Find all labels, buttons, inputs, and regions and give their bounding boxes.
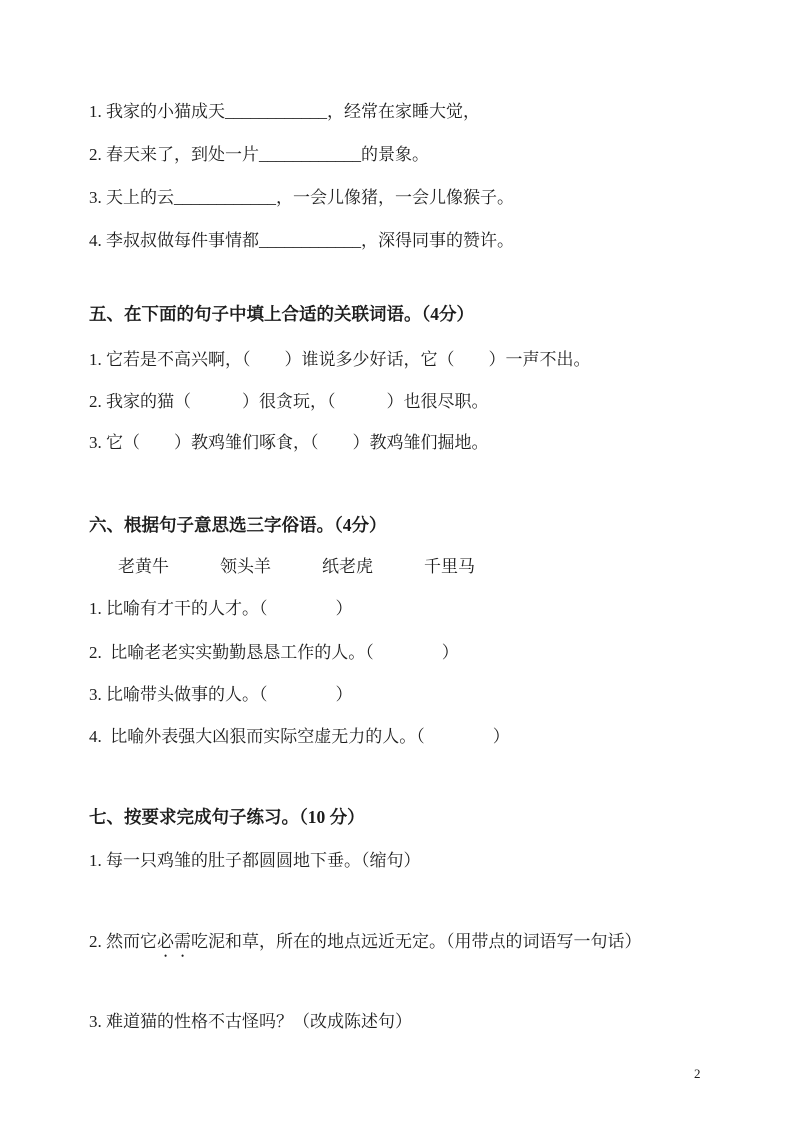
fill-blank-item-2: 2. 春天来了，到处一片____________的景象。 <box>89 145 429 164</box>
sentence-prefix: 2. 然而它 <box>89 932 157 951</box>
section-seven-item-3: 3. 难道猫的性格不古怪吗？（改成陈述句） <box>89 1012 412 1031</box>
section-six-item-3: 3. 比喻带头做事的人。（ ） <box>89 685 353 704</box>
section-five-item-2: 2. 我家的猫（ ）很贪玩，（ ）也很尽职。 <box>89 392 489 411</box>
section-six-item-1: 1. 比喻有才干的人才。（ ） <box>89 599 353 618</box>
section-six-item-2: 2. 比喻老老实实勤勤恳恳工作的人。（ ） <box>89 643 459 662</box>
section-six-word-bank: 老黄牛 领头羊 纸老虎 千里马 <box>118 557 475 576</box>
section-five-item-1: 1. 它若是不高兴啊，（ ）谁说多少好话，它（ ）一声不出。 <box>89 350 591 369</box>
page-number: 2 <box>694 1066 701 1081</box>
fill-blank-item-1: 1. 我家的小猫成天____________，经常在家睡大觉， <box>89 102 480 121</box>
section-seven-title: 七、按要求完成句子练习。（10 分） <box>89 807 365 827</box>
section-five-item-3: 3. 它（ ）教鸡雏们啄食，（ ）教鸡雏们掘地。 <box>89 433 489 452</box>
fill-blank-item-4: 4. 李叔叔做每件事情都____________，深得同事的赞许。 <box>89 231 514 250</box>
section-six-title: 六、根据句子意思选三字俗语。（4分） <box>89 515 387 535</box>
section-six-item-4: 4. 比喻外表强大凶狠而实际空虚无力的人。（ ） <box>89 727 510 746</box>
section-seven-item-2 <box>89 931 642 961</box>
section-seven-item-1: 1. 每一只鸡雏的肚子都圆圆地下垂。（缩句） <box>89 851 421 870</box>
section-five-title: 五、在下面的句子中填上合适的关联词语。（4分） <box>89 304 474 324</box>
sentence-suffix: 吃泥和草，所在的地点远近无定。（用带点的词语写一句话） <box>191 932 642 951</box>
fill-blank-item-3: 3. 天上的云____________，一会儿像猪，一会儿像猴子。 <box>89 188 514 207</box>
emphasis-dotted-words: 必需 <box>157 932 191 951</box>
